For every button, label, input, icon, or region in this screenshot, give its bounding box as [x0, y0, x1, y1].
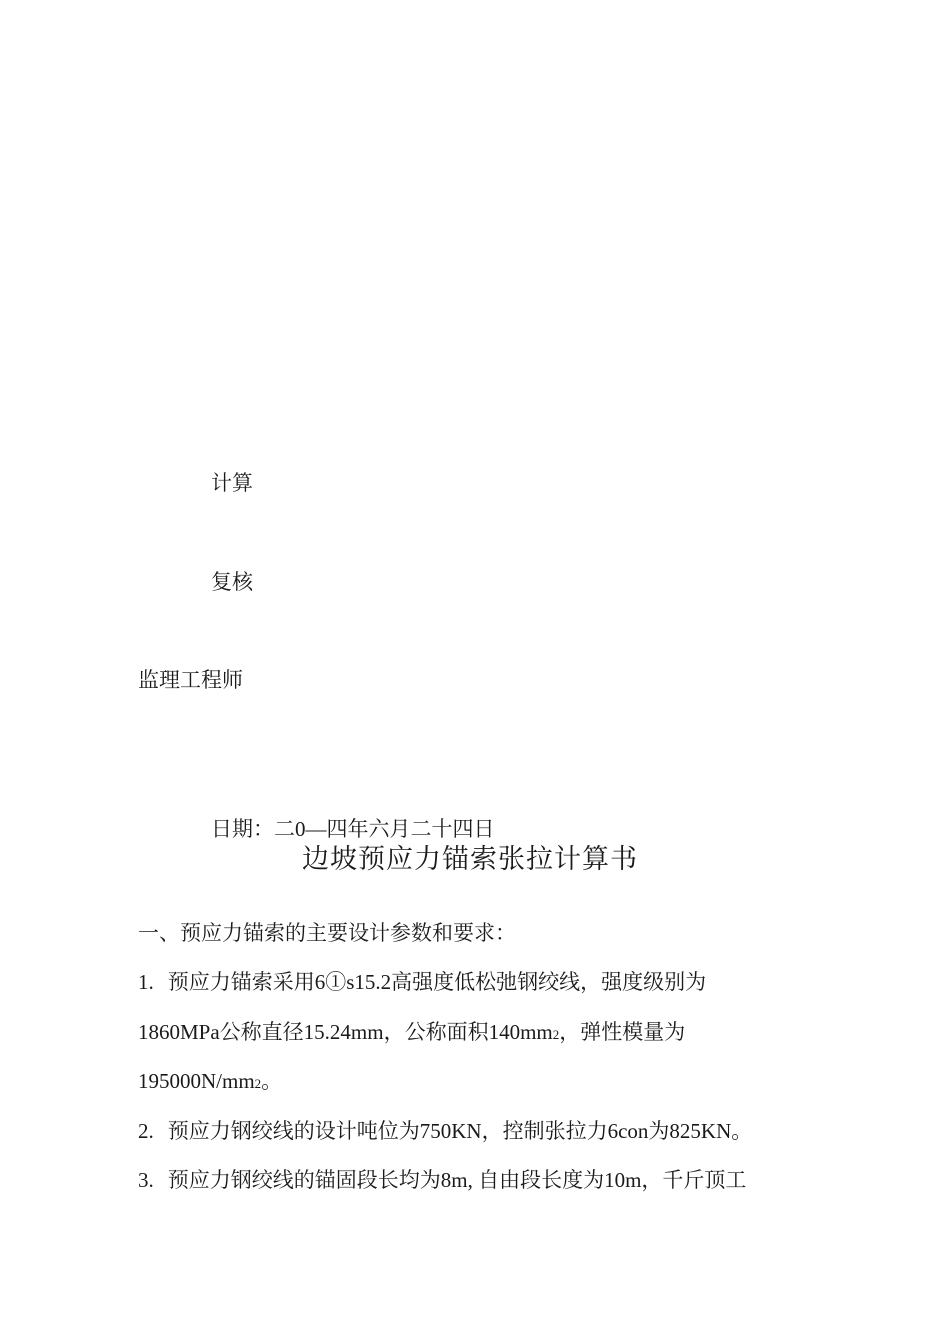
item-1-text: 预应力锚索采用6①s15.2高强度低松弛钢绞线，强度级别为	[167, 970, 707, 994]
date-value: 二0—四年六月二十四日	[274, 817, 495, 841]
item-2-text: 预应力钢绞线的设计吨位为750KN，控制张拉力6con为825KN。	[167, 1119, 753, 1143]
item-3-text: 预应力钢绞线的锚固段长均为8m, 自由段长度为10m，千斤顶工	[167, 1168, 747, 1192]
item-1-line-2	[138, 1019, 685, 1048]
calc-label: 计算	[211, 471, 253, 495]
engineer-label: 监理工程师	[138, 668, 243, 692]
date-line	[211, 816, 495, 842]
item-1-line-3-tail: 。	[261, 1069, 283, 1093]
review-label: 复核	[211, 570, 253, 594]
item-2-number: 2.	[138, 1119, 154, 1143]
section-heading: 一、预应力锚索的主要设计参数和要求：	[138, 921, 516, 945]
item-1-line-2-text: 1860MPa公称直径15.24mm，公称面积140mm	[138, 1020, 553, 1044]
item-3	[138, 1167, 746, 1193]
modulus-unit-superscript: 2	[254, 1076, 262, 1091]
item-1-number: 1.	[138, 970, 154, 994]
item-2	[138, 1118, 752, 1144]
item-1-line-3	[138, 1068, 282, 1097]
item-1-line-2-tail: ，弹性模量为	[559, 1020, 686, 1044]
date-label: 日期：	[211, 817, 274, 841]
document-title: 边坡预应力锚索张拉计算书	[302, 844, 638, 874]
item-1-line-3-text: 195000N/mm	[138, 1069, 255, 1093]
item-1-line-1	[138, 969, 706, 995]
item-3-number: 3.	[138, 1168, 154, 1192]
area-unit-superscript: 2	[552, 1027, 560, 1042]
